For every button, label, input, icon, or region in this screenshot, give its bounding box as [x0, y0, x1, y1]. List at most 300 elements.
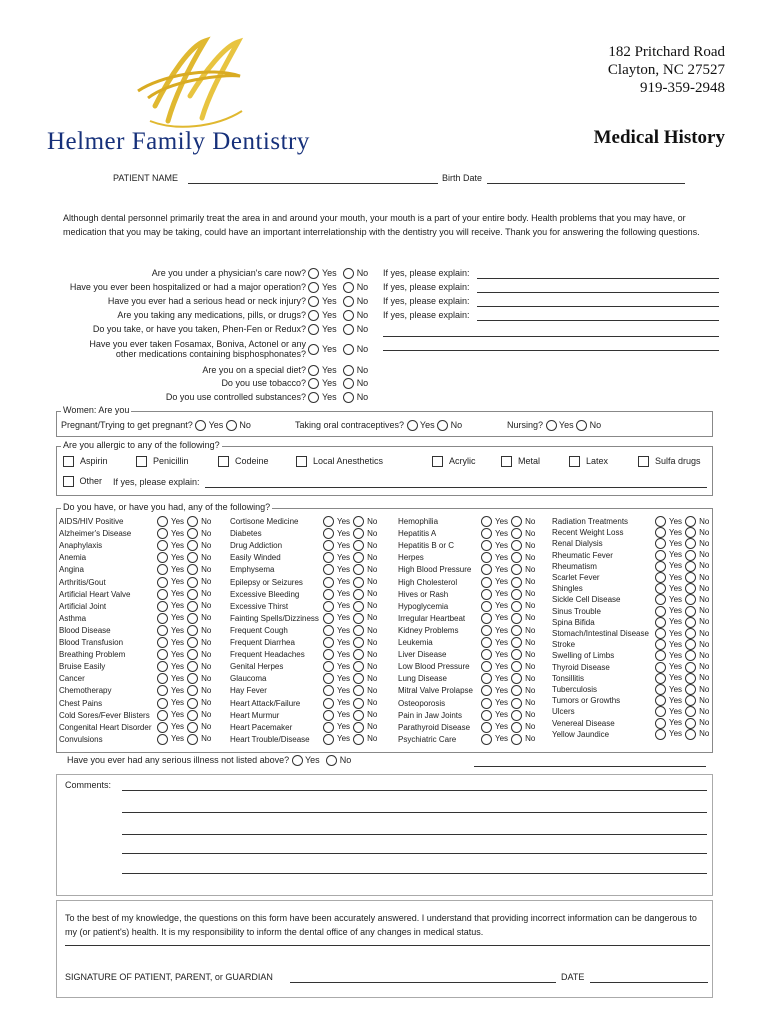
yes-label: Yes	[669, 651, 683, 660]
question-3-yes-radio[interactable]	[308, 310, 319, 321]
allergy-label-0: Aspirin	[80, 456, 108, 466]
condition-no-radio[interactable]	[187, 661, 198, 672]
allergy-other-checkbox[interactable]	[63, 476, 74, 487]
yes-label: Yes	[337, 661, 351, 671]
no-label: No	[525, 577, 536, 587]
condition-yn	[481, 552, 535, 563]
condition-yes-radio[interactable]	[481, 589, 492, 600]
condition-yes-radio[interactable]	[323, 637, 334, 648]
condition-yes-radio[interactable]	[157, 613, 168, 624]
condition-no-radio[interactable]	[353, 552, 364, 563]
question-yn-4	[308, 324, 368, 335]
question-8-yes-radio[interactable]	[308, 378, 319, 389]
condition-yes-radio[interactable]	[481, 661, 492, 672]
no-label: No	[699, 639, 710, 649]
condition-yn	[655, 538, 709, 549]
condition-yes-radio[interactable]	[157, 540, 168, 551]
condition-yn	[481, 601, 535, 612]
yes-label: Yes	[171, 722, 185, 732]
question-4-no-radio[interactable]	[343, 324, 354, 335]
condition-no-radio[interactable]	[511, 552, 522, 563]
condition-yes-radio[interactable]	[157, 698, 168, 709]
condition-yes-radio[interactable]	[481, 685, 492, 696]
condition-yes-radio[interactable]	[323, 552, 334, 563]
no-label: No	[699, 617, 710, 627]
condition-no-radio[interactable]	[187, 710, 198, 721]
condition-yn	[655, 550, 709, 561]
condition-no-radio[interactable]	[685, 572, 696, 583]
condition-no-radio[interactable]	[187, 613, 198, 624]
condition-yes-radio[interactable]	[655, 550, 666, 561]
yes-label: Yes	[495, 734, 509, 744]
condition-no-radio[interactable]	[353, 589, 364, 600]
condition-no-radio[interactable]	[511, 710, 522, 721]
no-label: No	[356, 324, 369, 334]
no-label: No	[201, 613, 212, 623]
condition-no-radio[interactable]	[353, 516, 364, 527]
yes-label: Yes	[322, 378, 337, 388]
condition-no-radio[interactable]	[353, 601, 364, 612]
question-3-no-radio[interactable]	[343, 310, 354, 321]
no-label: No	[356, 282, 369, 292]
condition-no-radio[interactable]	[187, 649, 198, 660]
comments-label: Comments:	[65, 780, 112, 790]
no-label: No	[367, 710, 378, 720]
question-label-6: other medications containing bisphosphonates?	[115, 349, 306, 359]
condition-yn	[481, 564, 535, 575]
condition-yes-radio[interactable]	[481, 577, 492, 588]
condition-label: Glaucoma	[230, 674, 267, 684]
condition-yes-radio[interactable]	[655, 650, 666, 661]
pregnant-yes-radio[interactable]	[195, 420, 206, 431]
condition-yes-radio[interactable]	[157, 710, 168, 721]
condition-yes-radio[interactable]	[655, 673, 666, 684]
condition-no-radio[interactable]	[685, 706, 696, 717]
condition-no-radio[interactable]	[685, 673, 696, 684]
condition-yes-radio[interactable]	[655, 538, 666, 549]
condition-yes-radio[interactable]	[481, 528, 492, 539]
serious-illness-no-radio[interactable]	[326, 755, 337, 766]
condition-yn	[157, 516, 211, 527]
allergy-checkbox-6[interactable]	[569, 456, 580, 467]
condition-yn	[157, 661, 211, 672]
condition-label: Epilepsy or Seizures	[230, 577, 303, 587]
no-label: No	[525, 625, 536, 635]
condition-no-radio[interactable]	[353, 637, 364, 648]
condition-yes-radio[interactable]	[323, 589, 334, 600]
condition-yn	[157, 552, 211, 563]
serious-illness-yes-radio[interactable]	[292, 755, 303, 766]
condition-no-radio[interactable]	[511, 685, 522, 696]
condition-no-radio[interactable]	[353, 710, 364, 721]
question-yn-3	[308, 310, 368, 321]
condition-yes-radio[interactable]	[157, 601, 168, 612]
question-7-no-radio[interactable]	[343, 365, 354, 376]
question-6-no-radio[interactable]	[343, 344, 354, 355]
condition-no-radio[interactable]	[187, 528, 198, 539]
condition-no-radio[interactable]	[353, 698, 364, 709]
condition-no-radio[interactable]	[511, 613, 522, 624]
pregnant-no-label: No	[239, 420, 251, 430]
condition-yes-radio[interactable]	[323, 722, 334, 733]
condition-no-radio[interactable]	[685, 561, 696, 572]
no-label: No	[356, 296, 369, 306]
statement-divider	[65, 945, 710, 946]
question-label-5: Have you ever taken Fosamax, Boniva, Actonel or any	[89, 339, 306, 349]
condition-yes-radio[interactable]	[655, 594, 666, 605]
no-label: No	[699, 572, 710, 582]
explain-label-2: If yes, please explain:	[383, 296, 470, 306]
condition-no-radio[interactable]	[685, 650, 696, 661]
yes-label: Yes	[669, 617, 683, 627]
condition-no-radio[interactable]	[353, 625, 364, 636]
condition-label: Chemotherapy	[59, 686, 112, 696]
allergy-checkbox-3[interactable]	[296, 456, 307, 467]
condition-yes-radio[interactable]	[481, 698, 492, 709]
condition-no-radio[interactable]	[685, 662, 696, 673]
yes-label: Yes	[669, 583, 683, 593]
condition-no-radio[interactable]	[685, 628, 696, 639]
question-7-yes-radio[interactable]	[308, 365, 319, 376]
condition-yes-radio[interactable]	[157, 625, 168, 636]
explain-field-2[interactable]	[477, 306, 719, 307]
condition-label: High Blood Pressure	[398, 565, 472, 575]
condition-no-radio[interactable]	[187, 589, 198, 600]
condition-yes-radio[interactable]	[323, 625, 334, 636]
condition-no-radio[interactable]	[511, 734, 522, 745]
condition-yes-radio[interactable]	[655, 662, 666, 673]
allergy-checkbox-4[interactable]	[432, 456, 443, 467]
condition-yn	[655, 650, 709, 661]
condition-yes-radio[interactable]	[481, 734, 492, 745]
condition-yes-radio[interactable]	[655, 706, 666, 717]
condition-no-radio[interactable]	[511, 528, 522, 539]
condition-label: Emphysema	[230, 565, 275, 575]
nursing-yes-radio[interactable]	[546, 420, 557, 431]
condition-label: Psychiatric Care	[398, 734, 457, 744]
no-label: No	[367, 516, 378, 526]
question-0-no-radio[interactable]	[343, 268, 354, 279]
question-9-no-radio[interactable]	[343, 392, 354, 403]
condition-no-radio[interactable]	[187, 637, 198, 648]
condition-no-radio[interactable]	[353, 673, 364, 684]
condition-yn	[323, 649, 377, 660]
question-2-no-radio[interactable]	[343, 296, 354, 307]
condition-no-radio[interactable]	[685, 538, 696, 549]
yes-label: Yes	[495, 698, 509, 708]
question-2-yes-radio[interactable]	[308, 296, 319, 307]
allergy-explain-field[interactable]	[205, 487, 707, 488]
condition-yes-radio[interactable]	[655, 628, 666, 639]
question-yn-6	[308, 344, 368, 355]
condition-no-radio[interactable]	[511, 698, 522, 709]
condition-no-radio[interactable]	[353, 577, 364, 588]
condition-no-radio[interactable]	[685, 718, 696, 729]
address-city: Clayton, NC 27527	[607, 62, 725, 78]
condition-yes-radio[interactable]	[655, 617, 666, 628]
condition-no-radio[interactable]	[511, 649, 522, 660]
yes-label: Yes	[495, 540, 509, 550]
condition-yes-radio[interactable]	[655, 583, 666, 594]
condition-no-radio[interactable]	[685, 617, 696, 628]
condition-no-radio[interactable]	[187, 564, 198, 575]
pregnant-label: Pregnant/Trying to get pregnant?	[61, 420, 193, 430]
condition-yes-radio[interactable]	[481, 552, 492, 563]
condition-yn	[157, 673, 211, 684]
condition-no-radio[interactable]	[187, 722, 198, 733]
explain-field-1[interactable]	[477, 292, 719, 293]
condition-no-radio[interactable]	[511, 516, 522, 527]
condition-no-radio[interactable]	[187, 601, 198, 612]
yes-label: Yes	[337, 698, 351, 708]
condition-no-radio[interactable]	[511, 540, 522, 551]
question-9-yes-radio[interactable]	[308, 392, 319, 403]
condition-no-radio[interactable]	[353, 734, 364, 745]
yes-label: Yes	[669, 684, 683, 694]
condition-yes-radio[interactable]	[157, 552, 168, 563]
condition-no-radio[interactable]	[511, 661, 522, 672]
comments-line-4[interactable]	[122, 853, 707, 854]
condition-yes-radio[interactable]	[157, 722, 168, 733]
signature-field[interactable]	[290, 982, 556, 983]
condition-label: Diabetes	[230, 529, 262, 539]
comments-line-3[interactable]	[122, 834, 707, 835]
condition-label: Artificial Heart Valve	[59, 589, 131, 599]
condition-no-radio[interactable]	[187, 685, 198, 696]
condition-yes-radio[interactable]	[323, 734, 334, 745]
condition-yes-radio[interactable]	[157, 637, 168, 648]
condition-no-radio[interactable]	[685, 729, 696, 740]
allergy-checkbox-1[interactable]	[136, 456, 147, 467]
yes-label: Yes	[337, 589, 351, 599]
condition-yes-radio[interactable]	[323, 661, 334, 672]
condition-no-radio[interactable]	[511, 564, 522, 575]
comments-line-2[interactable]	[122, 812, 707, 813]
condition-yes-radio[interactable]	[157, 577, 168, 588]
condition-yes-radio[interactable]	[323, 564, 334, 575]
condition-no-radio[interactable]	[353, 722, 364, 733]
condition-yes-radio[interactable]	[655, 527, 666, 538]
condition-yes-radio[interactable]	[481, 673, 492, 684]
condition-yes-radio[interactable]	[323, 613, 334, 624]
condition-no-radio[interactable]	[511, 601, 522, 612]
condition-yes-radio[interactable]	[323, 673, 334, 684]
no-label: No	[525, 649, 536, 659]
no-label: No	[525, 698, 536, 708]
no-label: No	[699, 684, 710, 694]
condition-no-radio[interactable]	[685, 695, 696, 706]
allergy-checkbox-0[interactable]	[63, 456, 74, 467]
condition-no-radio[interactable]	[511, 673, 522, 684]
question-yn-9	[308, 392, 368, 403]
condition-no-radio[interactable]	[685, 606, 696, 617]
contraceptives-no-radio[interactable]	[437, 420, 448, 431]
condition-yes-radio[interactable]	[481, 564, 492, 575]
condition-yes-radio[interactable]	[323, 516, 334, 527]
condition-yes-radio[interactable]	[481, 722, 492, 733]
contraceptives-yes-radio[interactable]	[407, 420, 418, 431]
condition-yes-radio[interactable]	[655, 516, 666, 527]
condition-yes-radio[interactable]	[157, 734, 168, 745]
condition-yes-radio[interactable]	[323, 710, 334, 721]
condition-yes-radio[interactable]	[323, 698, 334, 709]
condition-yes-radio[interactable]	[655, 729, 666, 740]
condition-no-radio[interactable]	[685, 684, 696, 695]
condition-no-radio[interactable]	[685, 594, 696, 605]
question-1-yes-radio[interactable]	[308, 282, 319, 293]
condition-yes-radio[interactable]	[157, 528, 168, 539]
yes-label: Yes	[669, 639, 683, 649]
condition-no-radio[interactable]	[353, 528, 364, 539]
allergy-checkbox-5[interactable]	[501, 456, 512, 467]
no-label: No	[367, 565, 378, 574]
condition-yn	[157, 685, 211, 696]
condition-no-radio[interactable]	[187, 552, 198, 563]
nursing-yes-label: Yes	[558, 420, 574, 430]
no-label: No	[525, 552, 536, 562]
question-1-no-radio[interactable]	[343, 282, 354, 293]
allergy-checkbox-7[interactable]	[638, 456, 649, 467]
condition-no-radio[interactable]	[187, 673, 198, 684]
condition-no-radio[interactable]	[353, 649, 364, 660]
contraceptives-label: Taking oral contraceptives?	[295, 420, 405, 430]
question-6-yes-radio[interactable]	[308, 344, 319, 355]
condition-yn	[655, 561, 709, 572]
condition-yes-radio[interactable]	[157, 661, 168, 672]
condition-no-radio[interactable]	[685, 527, 696, 538]
condition-yes-radio[interactable]	[481, 516, 492, 527]
condition-no-radio[interactable]	[685, 516, 696, 527]
condition-yes-radio[interactable]	[655, 684, 666, 695]
condition-no-radio[interactable]	[353, 685, 364, 696]
condition-yn	[481, 649, 535, 660]
condition-no-radio[interactable]	[187, 540, 198, 551]
comments-line-5[interactable]	[122, 873, 707, 874]
condition-yes-radio[interactable]	[323, 685, 334, 696]
yes-label: Yes	[337, 540, 351, 550]
bisphosphonate-explain-line-1[interactable]	[383, 350, 719, 351]
condition-yes-radio[interactable]	[481, 649, 492, 660]
allergy-item	[501, 456, 540, 467]
question-yn-8	[308, 378, 368, 389]
serious-illness-field[interactable]	[474, 766, 706, 767]
condition-label: Chest Pains	[59, 698, 103, 708]
condition-yes-radio[interactable]	[481, 613, 492, 624]
date-field[interactable]	[590, 982, 708, 983]
serious-illness-yes-label: Yes	[305, 755, 320, 765]
condition-yes-radio[interactable]	[157, 685, 168, 696]
condition-no-radio[interactable]	[685, 550, 696, 561]
condition-yes-radio[interactable]	[481, 710, 492, 721]
condition-no-radio[interactable]	[353, 613, 364, 624]
condition-label: Drug Addiction	[230, 541, 283, 551]
no-label: No	[201, 565, 212, 574]
condition-no-radio[interactable]	[187, 625, 198, 636]
yes-label: Yes	[322, 365, 337, 375]
bisphosphonate-explain-line-0[interactable]	[383, 336, 719, 337]
condition-no-radio[interactable]	[511, 625, 522, 636]
no-label: No	[201, 540, 212, 550]
condition-yes-radio[interactable]	[323, 540, 334, 551]
condition-no-radio[interactable]	[353, 661, 364, 672]
condition-label: Leukemia	[398, 638, 433, 647]
condition-label: Irregular Heartbeat	[398, 613, 466, 623]
nursing-no-radio[interactable]	[576, 420, 587, 431]
question-0-yes-radio[interactable]	[308, 268, 319, 279]
condition-yes-radio[interactable]	[481, 540, 492, 551]
yes-label: Yes	[495, 613, 509, 623]
no-label: No	[699, 516, 710, 526]
condition-yes-radio[interactable]	[655, 561, 666, 572]
birth-date-label: Birth Date	[442, 173, 483, 183]
condition-no-radio[interactable]	[685, 639, 696, 650]
condition-yes-radio[interactable]	[655, 572, 666, 583]
condition-label: Anaphylaxis	[59, 541, 103, 551]
condition-yes-radio[interactable]	[655, 695, 666, 706]
condition-yes-radio[interactable]	[157, 589, 168, 600]
no-label: No	[699, 695, 710, 705]
condition-label: Yellow Jaundice	[552, 729, 610, 739]
condition-no-radio[interactable]	[511, 589, 522, 600]
question-8-no-radio[interactable]	[343, 378, 354, 389]
condition-yes-radio[interactable]	[157, 516, 168, 527]
yes-label: Yes	[337, 528, 351, 538]
condition-yes-radio[interactable]	[323, 601, 334, 612]
question-4-yes-radio[interactable]	[308, 324, 319, 335]
condition-label: Frequent Headaches	[230, 650, 305, 660]
explain-field-0[interactable]	[477, 278, 719, 279]
no-label: No	[367, 698, 378, 708]
condition-no-radio[interactable]	[187, 734, 198, 745]
comments-line-1[interactable]	[122, 790, 707, 791]
condition-yes-radio[interactable]	[481, 625, 492, 636]
condition-yes-radio[interactable]	[481, 601, 492, 612]
patient-name-field[interactable]	[188, 183, 438, 184]
condition-yes-radio[interactable]	[323, 528, 334, 539]
no-label: No	[201, 649, 212, 659]
pregnant-no-radio[interactable]	[226, 420, 237, 431]
no-label: No	[525, 637, 536, 647]
condition-label: Hemophilia	[398, 517, 439, 526]
condition-no-radio[interactable]	[353, 540, 364, 551]
condition-yes-radio[interactable]	[655, 606, 666, 617]
no-label: No	[367, 601, 378, 611]
birth-date-field[interactable]	[487, 183, 685, 184]
condition-no-radio[interactable]	[187, 516, 198, 527]
condition-yes-radio[interactable]	[157, 673, 168, 684]
no-label: No	[356, 392, 369, 402]
condition-no-radio[interactable]	[353, 564, 364, 575]
no-label: No	[699, 583, 710, 593]
condition-no-radio[interactable]	[511, 722, 522, 733]
condition-yes-radio[interactable]	[655, 718, 666, 729]
condition-no-radio[interactable]	[511, 577, 522, 588]
condition-yes-radio[interactable]	[157, 649, 168, 660]
condition-no-radio[interactable]	[685, 583, 696, 594]
condition-yes-radio[interactable]	[481, 637, 492, 648]
condition-yes-radio[interactable]	[323, 649, 334, 660]
condition-yes-radio[interactable]	[655, 639, 666, 650]
allergy-checkbox-2[interactable]	[218, 456, 229, 467]
condition-yes-radio[interactable]	[323, 577, 334, 588]
explain-field-3[interactable]	[477, 320, 719, 321]
condition-no-radio[interactable]	[511, 637, 522, 648]
condition-no-radio[interactable]	[187, 698, 198, 709]
condition-label: Bruise Easily	[59, 662, 106, 672]
condition-yn	[481, 710, 535, 721]
condition-no-radio[interactable]	[187, 577, 198, 588]
condition-yes-radio[interactable]	[157, 564, 168, 575]
